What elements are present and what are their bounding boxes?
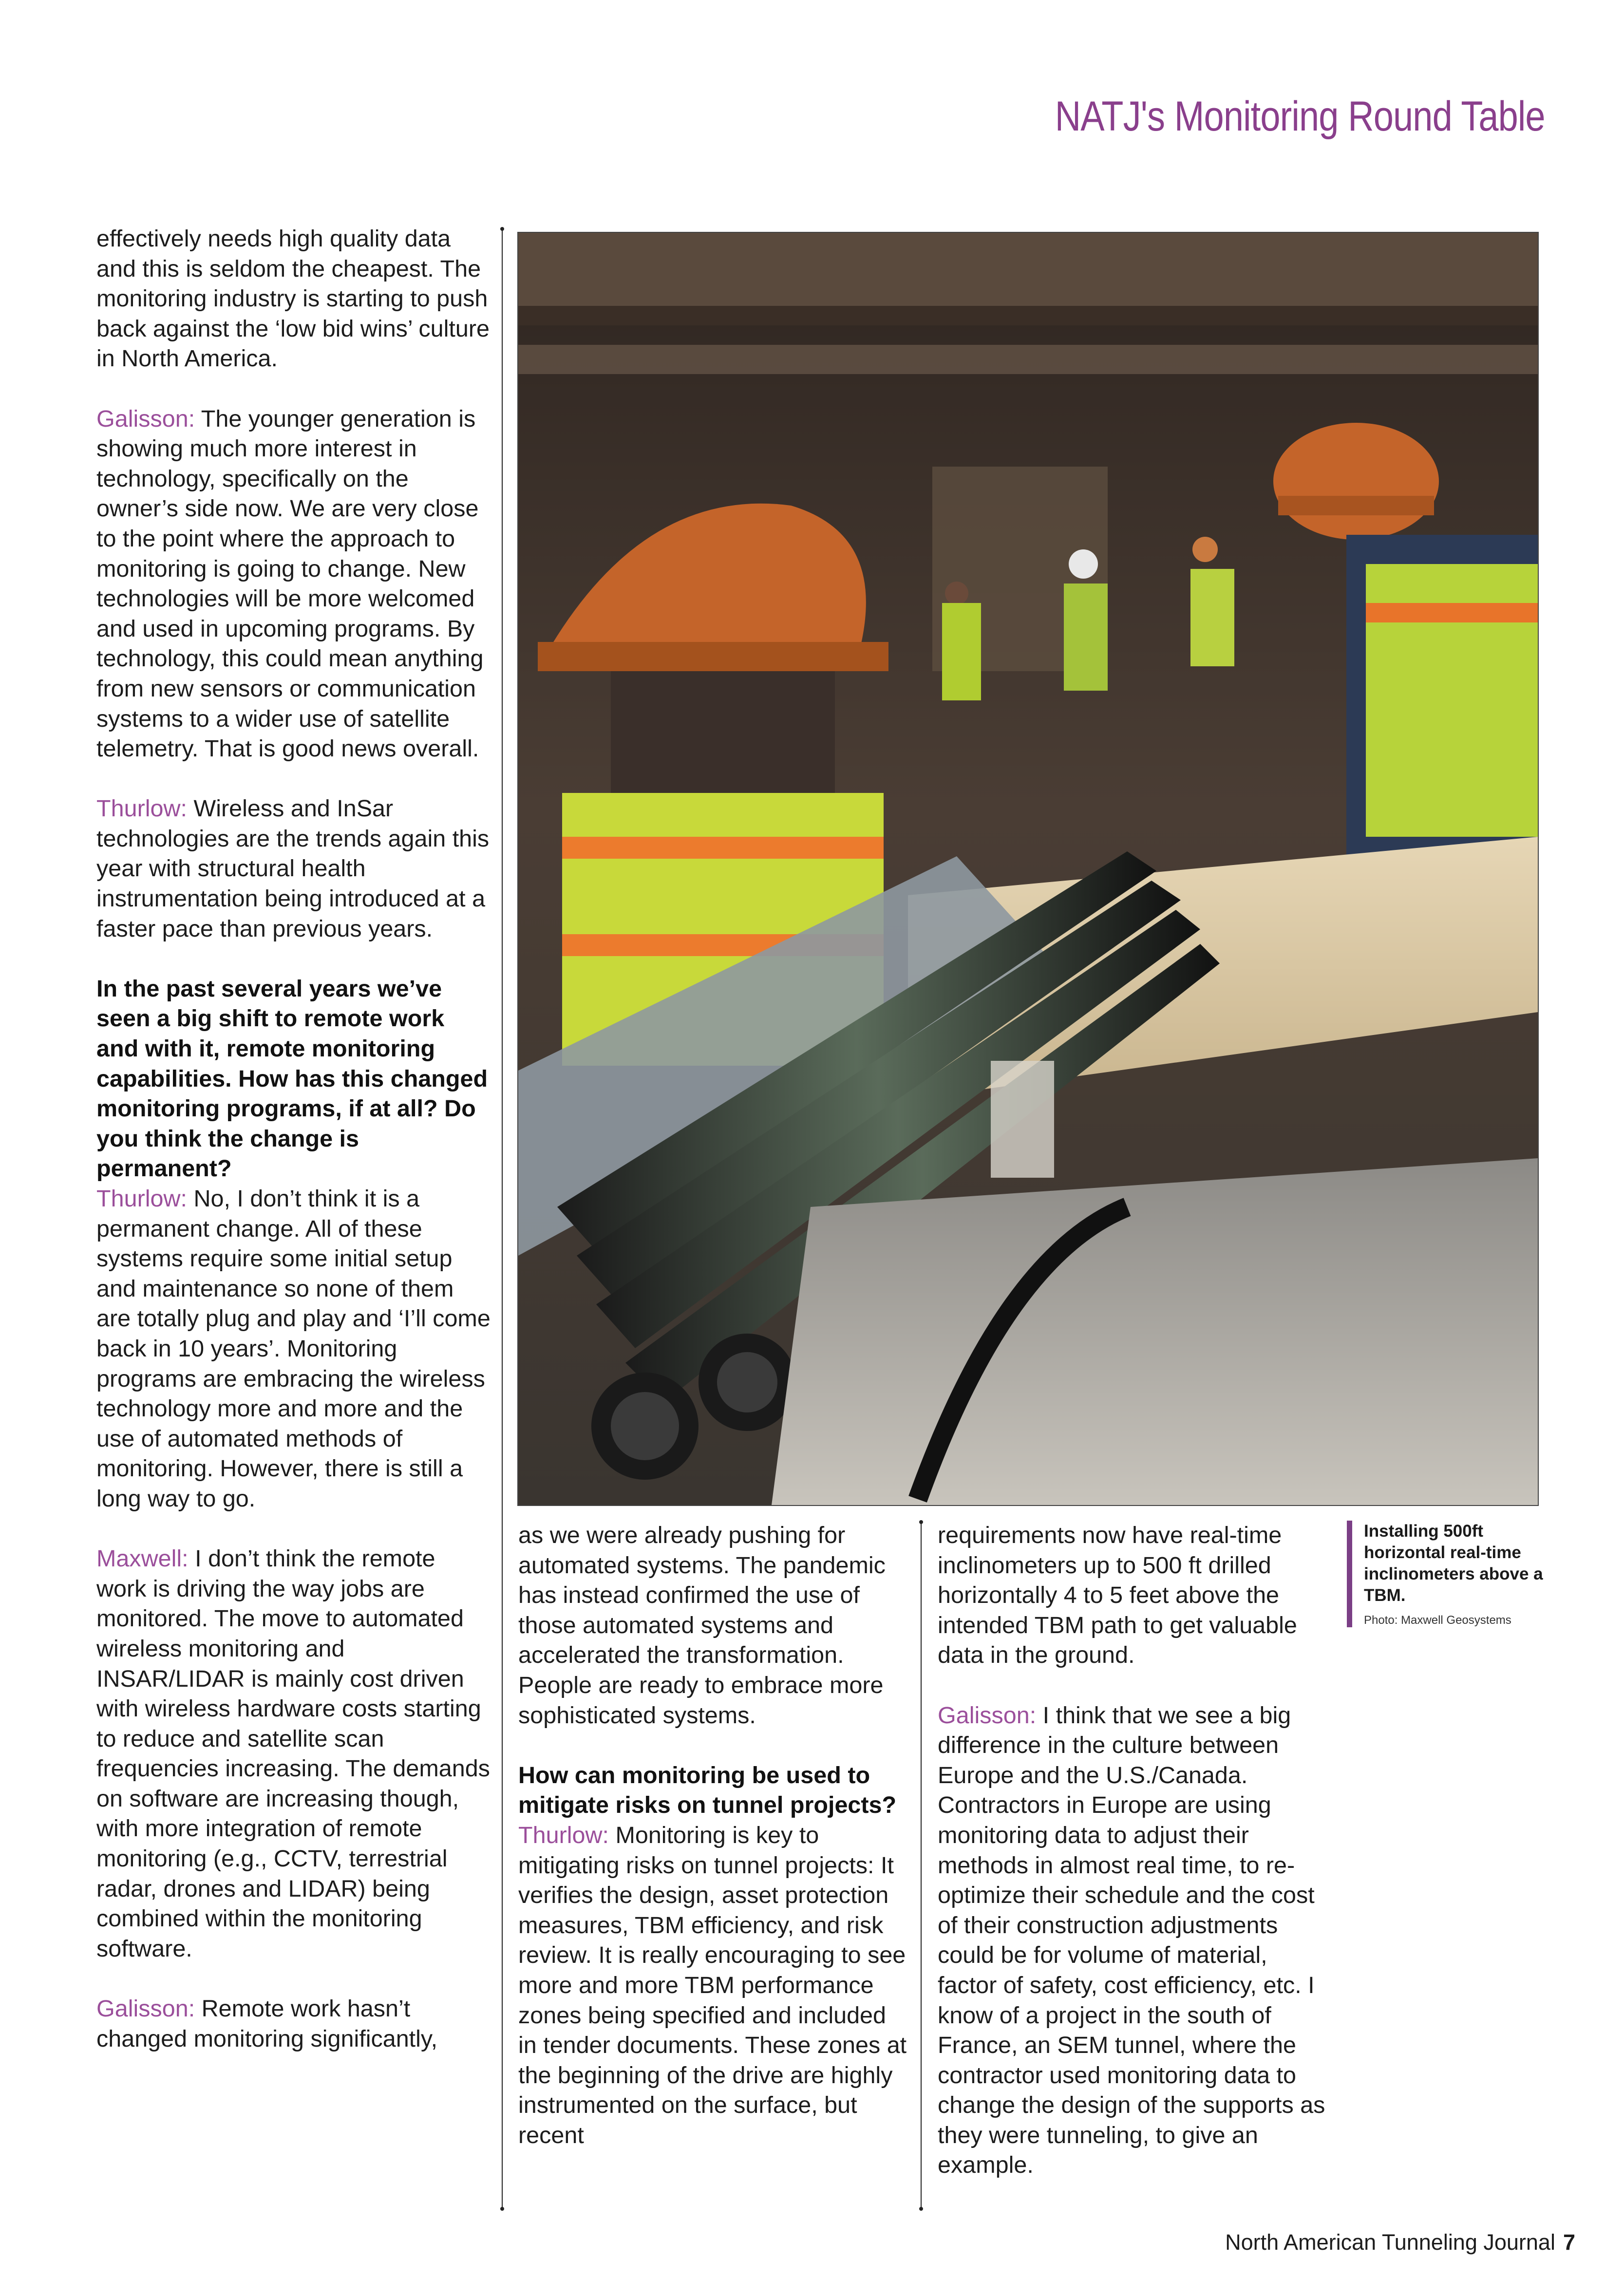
paragraph-text: Wireless and InSar technologies are the trends again this year with structural health instrumentation being introduced at a faster pace than previous years. [96,795,490,942]
photo-credit: Photo: Maxwell Geosystems [1364,1614,1511,1627]
journal-name: North American Tunneling Journal [1225,2230,1555,2255]
paragraph [96,404,491,764]
paragraph-text: No, I don’t think it is a permanent change. All of these systems require some initial setup and maintenance so none of them are totally plug and play and ‘I’ll come back in 10 years’. Monitoring programs are embracing the wireless technology more and more and the use of automated methods of monitoring. However, there is still a long way to go. [96,1186,491,1512]
page-footer [1225,2230,1575,2255]
speaker-name: Thurlow: [96,795,187,822]
column-divider [502,229,503,2209]
paragraph [96,1544,491,1964]
page-number: 7 [1563,2230,1575,2255]
paragraph-text: The younger generation is showing much more interest in technology, specifically on the owner’s side now. We are very close to the point where the approach to monitoring is going to change. New technologies will be more welcomed and used in upcoming programs. By technology, this could mean anything from new sensors or communication systems to a wider use of satellite telemetry. That is good news overall. [96,405,484,762]
paragraph [96,1994,491,2054]
paragraph-text: Remote work hasn’t changed monitoring significantly, [96,1995,438,2052]
speaker-name: Thurlow: [96,1186,187,1212]
photo-illustration [518,233,1538,1505]
tunnel-crew-photo [517,232,1539,1506]
paragraph [96,1184,491,1514]
article-column-1 [96,224,491,2054]
paragraph: as we were already pushing for automated systems. The pandemic has instead confirmed the use of those automated systems and accelerated the transformation. People are ready to embrace more sophisticated systems. [518,1522,886,1729]
paragraph [518,1821,908,2151]
section-title: NATJ's Monitoring Round Table [1055,93,1545,140]
paragraph-text: I don’t think the remote work is driving the way jobs are monitored. The move to automated wireless monitoring and INSAR/LIDAR is mainly cost driven with wireless hardware costs starting to reduce and satellite scan frequencies increasing. The demands on software are increasing though, with more integration of remote monitoring (e.g., CCTV, terrestrial radar, drones and LIDAR) being combined within the monitoring software. [96,1545,490,1962]
speaker-name: Galisson: [938,1702,1037,1729]
interview-question: In the past several years we’ve seen a big shift to remote work and with it, remote monitoring capabilities. How has this changed monitoring programs, if at all? Do you think the change is permanent? [96,975,488,1182]
photo-caption [1347,1521,1559,1627]
article-column-3 [938,1521,1332,2181]
speaker-name: Galisson: [96,1995,195,2022]
paragraph-text: Monitoring is key to mitigating risks on tunnel projects: It verifies the design, asset protection measures, TBM efficiency, and risk review. It is really encouraging to see more and more TBM performance zones being specified and included in tender documents. These zones at the beginning of the drive are highly instrumented on the surface, but recent [518,1822,907,2148]
paragraph: requirements now have real-time inclinometers up to 500 ft drilled horizontally 4 to 5 feet above the intended TBM path to get valuable data in the ground. [938,1522,1297,1669]
article-column-2 [518,1521,908,2150]
caption-text: Installing 500ft horizontal real-time inclinometers above a TBM. [1364,1522,1543,1605]
paragraph [96,794,491,944]
interview-question: How can monitoring be used to mitigate risks on tunnel projects? [518,1762,897,1819]
speaker-name: Thurlow: [518,1822,609,1848]
column-divider [921,1522,922,2209]
paragraph [938,1701,1332,2181]
paragraph-text: I think that we see a big difference in the culture between Europe and the U.S./Canada. Contractors in Europe are using monitoring data to adjust their methods in almost real time, to re-optimize their schedule and the cost of their construction adjustments could be for volume of material, factor of safety, cost efficiency, etc. I know of a project in the south of France, an SEM tunnel, where the contractor used monitoring data to change the design of the supports as they were tunneling, to give an example. [938,1702,1325,2179]
speaker-name: Maxwell: [96,1545,189,1572]
speaker-name: Galisson: [96,405,195,432]
paragraph: effectively needs high quality data and this is seldom the cheapest. The monitoring industry is starting to push back against the ‘low bid wins’ culture in North America. [96,226,490,372]
